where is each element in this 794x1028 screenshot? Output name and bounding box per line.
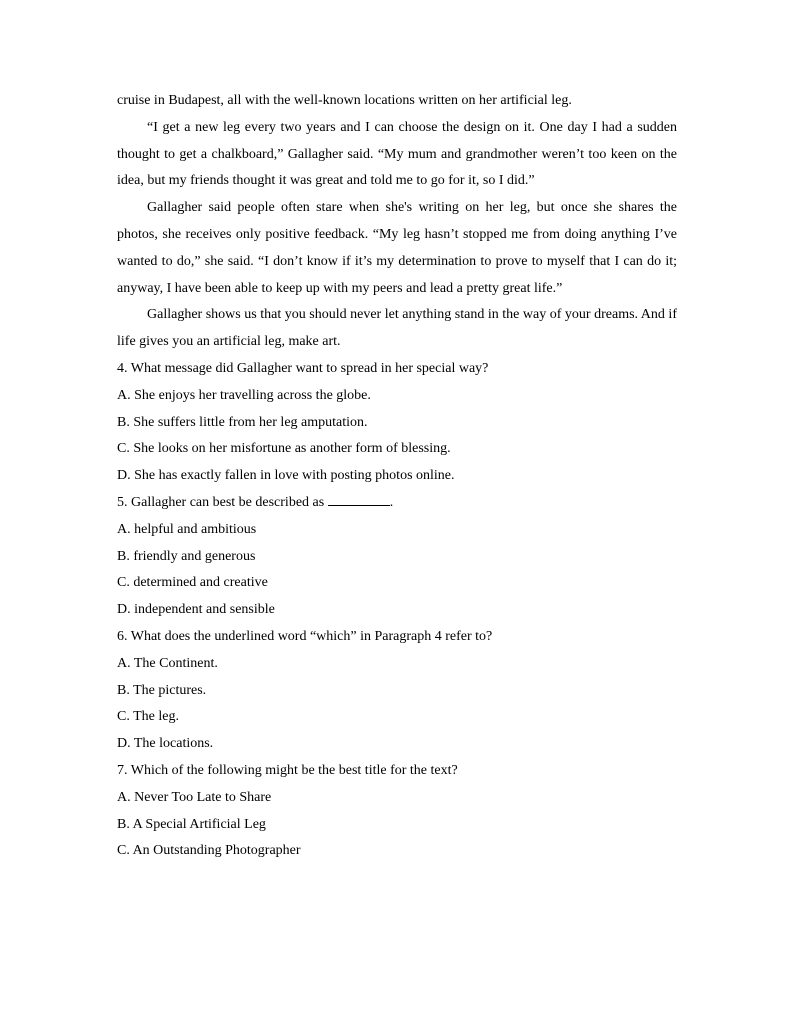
option-a: A. She enjoys her travelling across the globe.	[117, 387, 371, 403]
question-stem-line	[117, 490, 677, 517]
question-7	[117, 758, 677, 865]
question-stem-end: .	[389, 494, 394, 510]
answer-blank	[328, 491, 390, 506]
option-a: A. The Continent.	[117, 655, 218, 671]
option-c: C. She looks on her misfortune as another form of blessing.	[117, 441, 451, 457]
option-d: D. The locations.	[117, 736, 214, 752]
option-c: C. An Outstanding Photographer	[117, 843, 301, 859]
option-b: B. The pictures.	[117, 682, 207, 698]
option-b: B. A Special Artificial Leg	[117, 816, 266, 832]
passage-paragraph-4: Gallagher shows us that you should never let anything stand in the way of your dreams. And if life gives you an artificial leg, make art.	[117, 307, 677, 350]
option-a: A. helpful and ambitious	[117, 521, 257, 537]
option-b: B. She suffers little from her leg amputation.	[117, 414, 368, 430]
passage-paragraph-3: Gallagher said people often stare when she's writing on her leg, but once she shares the photos, she receives only positive feedback. “My leg hasn’t stopped me from doing anything I’ve wanted to do,” she said. “I don’t know if it’s my determination to prove to myself that I can do it; anyway, I have been able to keep up with my peers and lead a pretty great life.”	[117, 200, 677, 296]
passage-paragraph-1: cruise in Budapest, all with the well-known locations written on her artificial leg.	[117, 93, 572, 108]
option-c: C. determined and creative	[117, 575, 268, 591]
question-4	[117, 356, 677, 490]
question-5	[117, 490, 677, 624]
question-stem: 6. What does the underlined word “which” in Paragraph 4 refer to?	[117, 628, 493, 644]
passage-paragraph-2: “I get a new leg every two years and I can choose the design on it. One day I had a sudden thought to get a chalkboard,” Gallagher said. “My mum and grandmother weren’t too keen on the idea, but my friends thought it was great and told me to go for it, so I did.”	[117, 119, 677, 189]
option-c: C. The leg.	[117, 709, 179, 725]
document-page	[117, 88, 677, 865]
question-stem: 4. What message did Gallagher want to spread in her special way?	[117, 360, 489, 376]
question-stem: 5. Gallagher can best be described as	[117, 494, 325, 510]
option-b: B. friendly and generous	[117, 548, 256, 564]
question-stem: 7. Which of the following might be the best title for the text?	[117, 762, 458, 778]
option-d: D. She has exactly fallen in love with posting photos online.	[117, 468, 455, 484]
option-d: D. independent and sensible	[117, 602, 275, 618]
question-6	[117, 624, 677, 758]
option-a: A. Never Too Late to Share	[117, 789, 272, 805]
